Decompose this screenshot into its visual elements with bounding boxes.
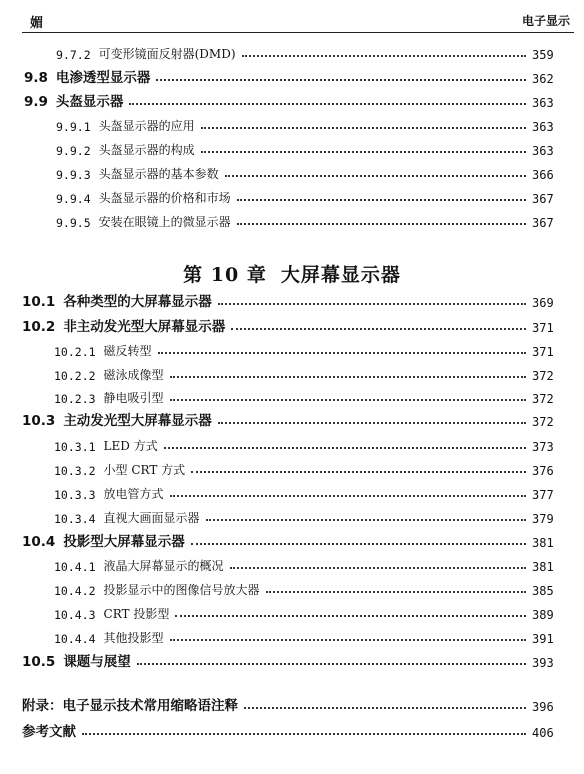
- toc-entry[interactable]: [0, 112, 584, 134]
- toc-entry-number: 10.4.2: [54, 584, 96, 598]
- toc-entry-number: 10.3.1: [54, 440, 96, 454]
- leader-dots: [218, 303, 526, 305]
- toc-entry-number: 10.3.4: [54, 512, 96, 526]
- leader-dots: [237, 223, 526, 225]
- toc-entry-number: 9.9.3: [56, 168, 91, 182]
- toc-entry[interactable]: [0, 576, 584, 598]
- toc-entry-title: 附录：电子显示技术常用缩略语注释: [22, 698, 238, 714]
- toc-entry-title: 头盔显示器的价格和市场: [98, 191, 231, 205]
- toc-entry-page: 363: [532, 120, 554, 134]
- toc-entry-page: 381: [532, 560, 554, 574]
- toc-entry-title: CRT 投影型: [103, 607, 170, 621]
- toc-entry-page: 393: [532, 656, 554, 670]
- toc-entry-title: 放电管方式: [103, 487, 164, 501]
- leader-dots: [137, 663, 526, 665]
- toc-entry-title: 头盔显示器的构成: [98, 143, 195, 157]
- toc-entry-number: 10.3.2: [54, 464, 96, 478]
- page-header: [0, 0, 584, 30]
- toc-entry-number: 9.9.4: [56, 192, 91, 206]
- toc-entry-page: 372: [532, 392, 554, 406]
- chapter-heading: [0, 260, 584, 287]
- leader-dots: [242, 55, 526, 57]
- toc-entry-page: 389: [532, 608, 554, 622]
- header-rule: [22, 32, 574, 33]
- toc-entry-title: 参考文献: [22, 724, 76, 740]
- toc-entry-number: 10.1: [22, 294, 56, 310]
- toc-entry[interactable]: [0, 288, 584, 310]
- toc-entry-title: 磁反转型: [103, 344, 152, 358]
- leader-dots: [201, 151, 526, 153]
- toc-entry-title: 头盔显示器的应用: [98, 119, 195, 133]
- toc-entry-number: 10.2: [22, 319, 56, 335]
- toc-entry[interactable]: [0, 88, 584, 110]
- leader-dots: [158, 352, 526, 354]
- toc-entry-number: 9.9.5: [56, 216, 91, 230]
- toc-entry[interactable]: [0, 528, 584, 550]
- leader-dots: [225, 175, 526, 177]
- toc-entry-page: 371: [532, 321, 554, 335]
- leader-dots: [129, 103, 526, 105]
- toc-entry-page: 376: [532, 464, 554, 478]
- toc-entry-title: 其他投影型: [103, 631, 164, 645]
- toc-entry-number: 10.4.1: [54, 560, 96, 574]
- toc-entry-title: 静电吸引型: [103, 391, 164, 405]
- toc-entry-page: 377: [532, 488, 554, 502]
- toc-entry-title: 头盔显示器: [55, 94, 124, 110]
- leader-dots: [191, 471, 526, 473]
- toc-entry-title: 电渗透型显示器: [55, 70, 151, 86]
- leader-dots: [244, 707, 526, 709]
- header-page-mark: 媚: [30, 16, 45, 31]
- toc-entry[interactable]: [0, 136, 584, 158]
- toc-entry-number: 10.2.1: [54, 345, 96, 359]
- toc-entry-number: 9.9.1: [56, 120, 91, 134]
- toc-entry[interactable]: [0, 160, 584, 182]
- leader-dots: [230, 567, 526, 569]
- leader-dots: [206, 519, 526, 521]
- toc-entry-page: 385: [532, 584, 554, 598]
- toc-entry-title: 课题与展望: [63, 654, 131, 670]
- toc-entry[interactable]: [0, 184, 584, 206]
- toc-entry-number: 10.4.3: [54, 608, 96, 622]
- toc-entry-title: 投影型大屏幕显示器: [63, 534, 185, 550]
- toc-entry-page: 363: [532, 144, 554, 158]
- toc-entry-title: 投影显示中的图像信号放大器: [103, 583, 260, 597]
- toc-entry-number: 9.9.2: [56, 144, 91, 158]
- toc-entry-number: 10.3.3: [54, 488, 96, 502]
- toc-entry[interactable]: [0, 456, 584, 478]
- toc-entry-title: 直视大画面显示器: [103, 511, 200, 525]
- toc-entry-number: 10.2.3: [54, 392, 96, 406]
- toc-entry[interactable]: [0, 384, 584, 406]
- leader-dots: [191, 543, 526, 545]
- toc-entry[interactable]: [0, 64, 584, 86]
- toc-entry-page: 396: [532, 700, 554, 714]
- toc-entry[interactable]: [0, 648, 584, 670]
- toc-entry-title: 液晶大屏幕显示的概况: [103, 559, 224, 573]
- leader-dots: [156, 79, 526, 81]
- toc-entry-number: 10.4: [22, 534, 56, 550]
- leader-dots: [175, 615, 526, 617]
- leader-dots: [82, 733, 526, 735]
- toc-entry-page: 367: [532, 216, 554, 230]
- toc-entry[interactable]: [0, 40, 584, 62]
- toc-entry[interactable]: [0, 624, 584, 646]
- toc-entry[interactable]: [0, 504, 584, 526]
- chapter-number: 第 10 章: [183, 264, 267, 286]
- toc-entry-page: 372: [532, 369, 554, 383]
- toc-entry-page: 391: [532, 632, 554, 646]
- toc-entry-title: LED 方式: [103, 439, 158, 453]
- leader-dots: [231, 328, 526, 330]
- toc-entry[interactable]: [0, 692, 584, 714]
- leader-dots: [170, 399, 526, 401]
- leader-dots: [237, 199, 526, 201]
- toc-entry-number: 9.7.2: [56, 48, 91, 62]
- toc-entry[interactable]: [0, 361, 584, 383]
- toc-entry-number: 10.3: [22, 413, 56, 429]
- toc-entry[interactable]: [0, 480, 584, 502]
- toc-entry-page: 362: [532, 72, 554, 86]
- toc-entry[interactable]: [0, 313, 584, 335]
- leader-dots: [164, 447, 526, 449]
- toc-entry-number: 9.8: [24, 70, 48, 86]
- leader-dots: [218, 422, 526, 424]
- leader-dots: [170, 495, 526, 497]
- toc-entry-title: 非主动发光型大屏幕显示器: [63, 319, 226, 335]
- leader-dots: [170, 639, 526, 641]
- toc-entry-page: 406: [532, 726, 554, 740]
- toc-entry-page: 366: [532, 168, 554, 182]
- leader-dots: [266, 591, 526, 593]
- toc-entry-page: 372: [532, 415, 554, 429]
- toc-entry-page: 359: [532, 48, 554, 62]
- toc-entry-number: 10.4.4: [54, 632, 96, 646]
- toc-entry-title: 小型 CRT 方式: [103, 463, 186, 477]
- toc-entry[interactable]: [0, 552, 584, 574]
- toc-entry-page: 371: [532, 345, 554, 359]
- toc-entry[interactable]: [0, 407, 584, 429]
- toc-entry-title: 磁泳成像型: [103, 368, 164, 382]
- toc-entry[interactable]: [0, 337, 584, 359]
- toc-entry[interactable]: [0, 718, 584, 740]
- toc-entry-title: 各种类型的大屏幕显示器: [63, 294, 212, 310]
- toc-entry[interactable]: [0, 600, 584, 622]
- toc-entry-page: 367: [532, 192, 554, 206]
- toc-entry-title: 主动发光型大屏幕显示器: [63, 413, 212, 429]
- toc-entry-page: 369: [532, 296, 554, 310]
- toc-entry[interactable]: [0, 208, 584, 230]
- leader-dots: [170, 376, 526, 378]
- toc-entry-page: 381: [532, 536, 554, 550]
- toc-entry-number: 10.2.2: [54, 369, 96, 383]
- toc-entry-page: 363: [532, 96, 554, 110]
- toc-entry-number: 9.9: [24, 94, 48, 110]
- leader-dots: [201, 127, 526, 129]
- toc-entry[interactable]: [0, 432, 584, 454]
- toc-entry-number: 10.5: [22, 654, 56, 670]
- toc-entry-title: 头盔显示器的基本参数: [98, 167, 219, 181]
- toc-entry-title: 安装在眼镜上的微显示器: [98, 215, 231, 229]
- toc-entry-title: 可变形镜面反射器(DMD): [98, 47, 236, 61]
- toc-entry-page: 379: [532, 512, 554, 526]
- toc-entry-page: 373: [532, 440, 554, 454]
- header-book-title: 电子显示: [521, 14, 570, 28]
- chapter-title: 大屏幕显示器: [280, 264, 401, 286]
